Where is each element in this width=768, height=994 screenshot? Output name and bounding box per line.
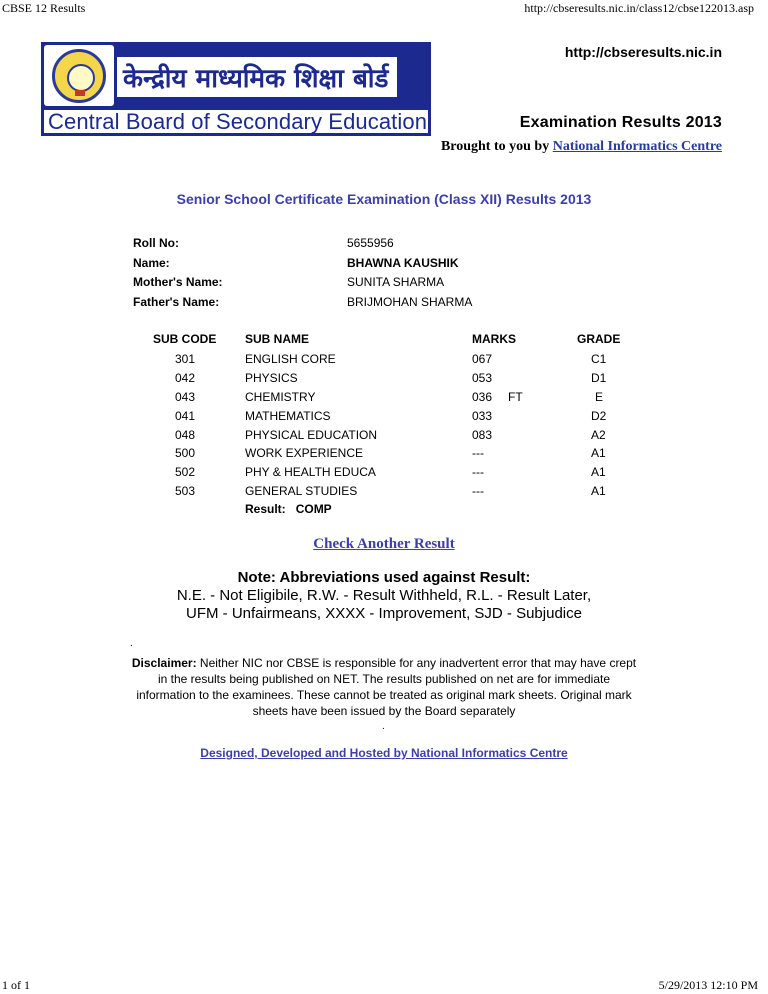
result-value: COMP [295, 502, 332, 516]
note-title: Note: Abbreviations used against Result: [237, 569, 531, 586]
table-row-grade: E [595, 390, 604, 404]
cbse-seal-logo [44, 45, 114, 106]
table-row-subject: MATHEMATICS [245, 409, 331, 423]
table-row-code: 048 [175, 428, 196, 442]
table-row-grade: A2 [591, 428, 606, 442]
table-row-code: 042 [175, 371, 196, 385]
disclaimer [130, 655, 638, 719]
table-row-grade: A1 [591, 465, 606, 479]
header-sub-name: SUB NAME [245, 332, 310, 346]
table-row-code: 502 [175, 465, 196, 479]
table-row-subject: PHYSICS [245, 371, 298, 385]
exam-title: Examination Results 2013 [519, 114, 722, 131]
result-label: Result: [245, 502, 286, 516]
father-name-value: BRIJMOHAN SHARMA [347, 295, 473, 309]
banner-english-name: Central Board of Secondary Education [44, 110, 428, 133]
table-row-marks: 036 [472, 390, 493, 404]
table-row-flag: FT [508, 390, 523, 404]
brought-by [441, 139, 722, 155]
table-row-grade: A1 [591, 446, 606, 460]
check-another-result-link[interactable]: Check Another Result [313, 536, 455, 552]
table-row-subject: CHEMISTRY [245, 390, 316, 404]
table-row-code: 500 [175, 446, 196, 460]
table-row-marks: 067 [472, 352, 493, 366]
table-row-subject: WORK EXPERIENCE [245, 446, 364, 460]
nic-footer-link[interactable]: Designed, Developed and Hosted by National Informatics Centre [200, 746, 568, 760]
page-title: Senior School Certificate Examination (Class XII) Results 2013 [176, 191, 592, 207]
header-sub-code: SUB CODE [153, 332, 217, 346]
table-row-marks: 083 [472, 428, 493, 442]
header-grade: GRADE [577, 332, 621, 346]
table-row-grade: D1 [591, 371, 607, 385]
name-value: BHAWNA KAUSHIK [347, 256, 459, 270]
table-row-subject: PHYSICAL EDUCATION [245, 428, 378, 442]
decorative-dot: . [130, 638, 133, 649]
print-header-url: http://cbseresults.nic.in/class12/cbse122013.asp [524, 1, 754, 15]
table-row-grade: A1 [591, 484, 606, 498]
print-footer-page: 1 of 1 [2, 978, 30, 992]
note-line-1: N.E. - Not Eligibile, R.W. - Result Withheld, R.L. - Result Later, [176, 587, 592, 604]
table-row-subject: GENERAL STUDIES [245, 484, 358, 498]
result-status [245, 502, 332, 516]
table-row-marks: 033 [472, 409, 493, 423]
table-row-grade: C1 [591, 352, 607, 366]
table-row-subject: ENGLISH CORE [245, 352, 336, 366]
print-header-title: CBSE 12 Results [2, 1, 86, 15]
roll-no-value: 5655956 [347, 236, 394, 250]
table-row-marks: --- [472, 465, 484, 479]
table-row-code: 041 [175, 409, 196, 423]
table-row-subject: PHY & HEALTH EDUCA [245, 465, 376, 479]
table-row-code: 043 [175, 390, 196, 404]
father-name-label: Father's Name: [133, 295, 220, 309]
mother-name-label: Mother's Name: [133, 275, 223, 289]
roll-no-label: Roll No: [133, 236, 179, 250]
header-marks: MARKS [472, 332, 516, 346]
table-row-code: 301 [175, 352, 196, 366]
table-row-grade: D2 [591, 409, 607, 423]
table-row-marks: 053 [472, 371, 493, 385]
table-row-code: 503 [175, 484, 196, 498]
site-url: http://cbseresults.nic.in [564, 44, 722, 60]
disclaimer-text: Neither NIC nor CBSE is responsible for any inadvertent error that may have crept in the results being published on NET. The results published on net are for immediate information to the examinees. These cannot be treated as original mark sheets. Original mark sheets have been issued by the Board separately [136, 656, 637, 718]
note-line-2: UFM - Unfairmeans, XXXX - Improvement, SJD - Subjudice [186, 605, 582, 622]
print-footer-datetime: 5/29/2013 12:10 PM [658, 978, 758, 992]
nic-link[interactable]: National Informatics Centre [552, 139, 722, 154]
banner-hindi-name: केन्द्रीय माध्यमिक शिक्षा बोर्ड [117, 57, 397, 97]
table-row-marks: --- [472, 484, 484, 498]
cbse-banner [41, 42, 431, 136]
mother-name-value: SUNITA SHARMA [347, 275, 445, 289]
decorative-dot: . [382, 721, 385, 732]
table-row-marks: --- [472, 446, 484, 460]
disclaimer-label: Disclaimer: [131, 656, 197, 670]
name-label: Name: [133, 256, 170, 270]
brought-by-prefix: Brought to you by [440, 139, 550, 154]
